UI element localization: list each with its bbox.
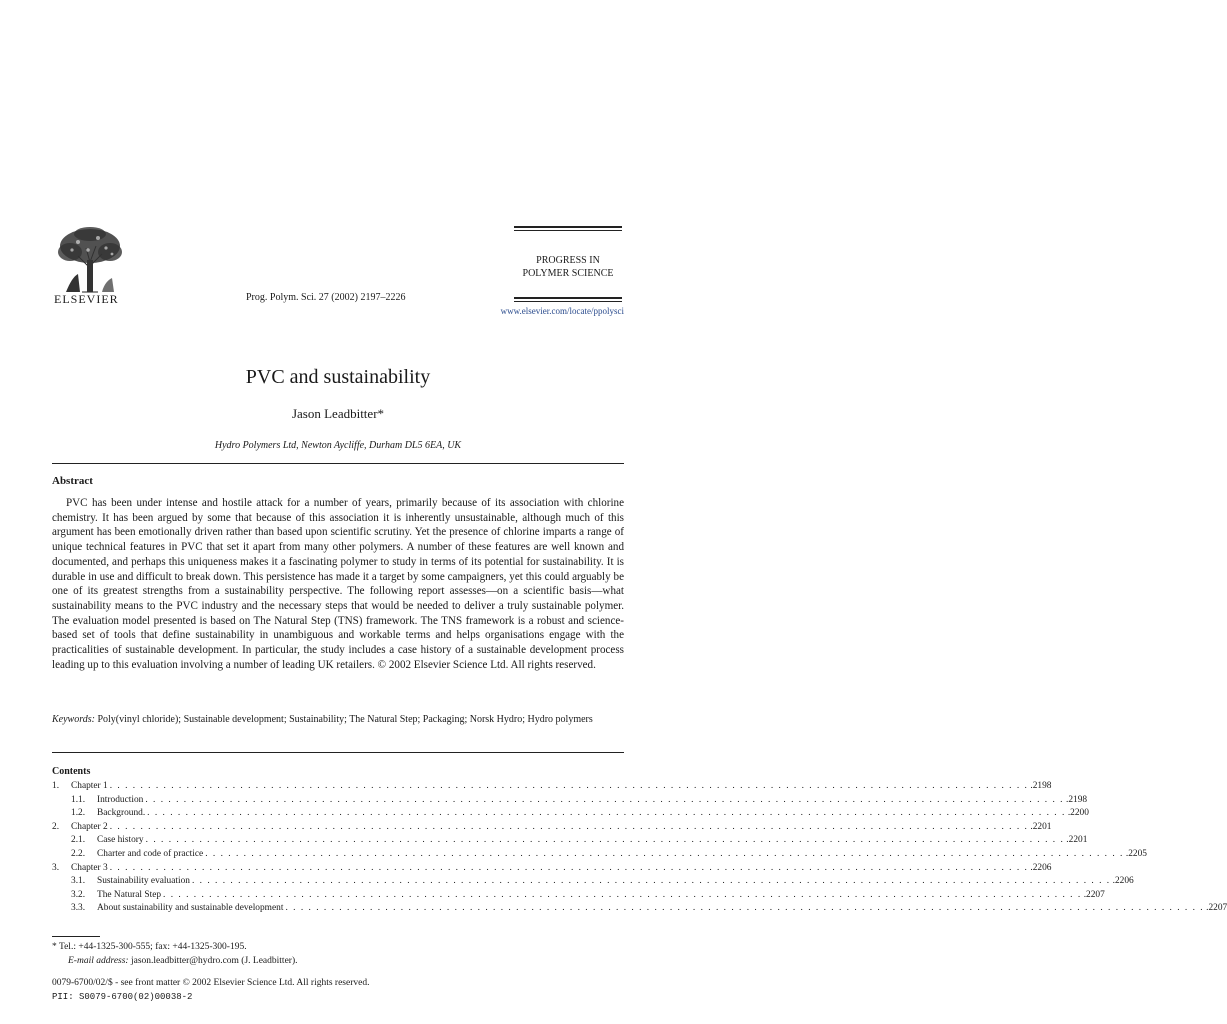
toc-leader-dots: . . . . . . . . . . . . . . . . . . . . . . . . . . . . . . . . . . . . . . . . . . . . . . . . . . . . . . . . . . . . . . . . . . . . . . . . . . . . . . . . . . . . . . . . . . . . . . . . . . . . . . . . . . . . . . . . . . . . . . . . <box>109 821 1029 832</box>
toc-entry[interactable] <box>52 875 1134 889</box>
footnote-email-label: E-mail address: <box>68 955 129 966</box>
toc-leader-dots: . . . . . . . . . . . . . . . . . . . . . . . . . . . . . . . . . . . . . . . . . . . . . . . . . . . . . . . . . . . . . . . . . . . . . . . . . . . . . . . . . . . . . . . . . . . . . . . . . . . . . . . . . . . . . . . . . . . . . . . . <box>191 876 1111 887</box>
journal-url-link[interactable]: www.elsevier.com/locate/ppolysci <box>500 306 624 316</box>
abstract-body: PVC has been under intense and hostile attack for a number of years, primarily because of its association with chlorine chemistry. It has been argued by some that because of this association it is inherently unsustainable, although much of this argument has been emotionally driven rather than based upon scientific scrutiny. Yet the presence of chlorine imparts a range of unique technical features in PVC that set it apart from many other polymers. A number of these features are well known and documented, and perhaps this uniqueness makes it a fascinating polymer to study in terms of its potential for sustainability. It is durable in use and difficult to break down. This persistence has made it a target by some campaigners, yet this could arguably be one of its greatest strengths from a sustainability perspective. The following report assesses—on a scientific basis—what sustainability means to the PVC industry and the necessary steps that would be needed to deliver a truly sustainable polymer. The evaluation model presented is based on The Natural Step (TNS) framework. The TNS framework is a robust and science-based set of tools that define sustainability in unambiguous and workable terms and helps organisations engage with the practicalities of sustainable development. In particular, the study includes a case history of a sustainable development process leading up to this evaluation involving a number of leading UK retailers. © 2002 Elsevier Science Ltd. All rights reserved. <box>52 497 624 671</box>
toc-leader-dots: . . . . . . . . . . . . . . . . . . . . . . . . . . . . . . . . . . . . . . . . . . . . . . . . . . . . . . . . . . . . . . . . . . . . . . . . . . . . . . . . . . . . . . . . . . . . . . . . . . . . . . . . . . . . . . . . . . . . . . . . <box>109 781 1029 791</box>
toc-leader-dots: . . . . . . . . . . . . . . . . . . . . . . . . . . . . . . . . . . . . . . . . . . . . . . . . . . . . . . . . . . . . . . . . . . . . . . . . . . . . . . . . . . . . . . . . . . . . . . . . . . . . . . . . . . . . . . . . . . . . . . . . <box>163 889 1082 900</box>
toc-entry-title: About sustainability and sustainable development <box>97 903 284 914</box>
front-matter-copyright: 0079-6700/02/$ - see front matter © 2002 Elsevier Science Ltd. All rights reserved. <box>52 978 370 988</box>
keywords <box>52 713 624 727</box>
journal-rule-top <box>514 226 622 228</box>
keywords-list: Poly(vinyl chloride); Sustainable development; Sustainability; The Natural Step; Packaging; Norsk Hydro; Hydro polymers <box>97 714 593 725</box>
front-matter <box>52 977 369 1004</box>
elsevier-tree-logo-icon <box>52 226 128 296</box>
journal-rule-bottom <box>514 297 622 299</box>
toc-entry[interactable] <box>52 848 1147 862</box>
toc-entry-page: .2207 <box>1206 903 1227 914</box>
toc-entry-title: Chapter 2 <box>71 821 108 832</box>
toc-entry-number: 1. <box>52 781 60 791</box>
toc-entry-number: 2. <box>52 821 60 832</box>
table-of-contents <box>52 780 1227 916</box>
contents-heading: Contents <box>52 766 91 777</box>
toc-entry[interactable] <box>52 889 1105 903</box>
keywords-label: Keywords: <box>52 714 95 725</box>
footnote-rule <box>52 936 100 937</box>
footnote-email <box>52 955 624 969</box>
toc-entry-title: The Natural Step <box>97 889 162 900</box>
toc-entry[interactable] <box>52 862 1052 876</box>
toc-leader-dots: . . . . . . . . . . . . . . . . . . . . . . . . . . . . . . . . . . . . . . . . . . . . . . . . . . . . . . . . . . . . . . . . . . . . . . . . . . . . . . . . . . . . . . . . . . . . . . . . . . . . . . . . . . . . . . . . . . . . . . . . <box>145 835 1065 846</box>
toc-entry-title: Chapter 3 <box>71 862 108 873</box>
toc-leader-dots: . . . . . . . . . . . . . . . . . . . . . . . . . . . . . . . . . . . . . . . . . . . . . . . . . . . . . . . . . . . . . . . . . . . . . . . . . . . . . . . . . . . . . . . . . . . . . . . . . . . . . . . . . . . . . . . . . . . . . . . . <box>109 862 1029 873</box>
toc-entry-number: 3.3. <box>71 903 86 914</box>
journal-rule-top-thin <box>514 230 622 231</box>
article-title: PVC and sustainability <box>245 366 431 388</box>
toc-entry-page: .2206 <box>1030 862 1052 873</box>
toc-entry-page: .2207 <box>1083 889 1105 900</box>
toc-entry[interactable] <box>52 821 1052 835</box>
article-author: Jason Leadbitter* <box>291 406 385 421</box>
toc-leader-dots: . . . . . . . . . . . . . . . . . . . . . . . . . . . . . . . . . . . . . . . . . . . . . . . . . . . . . . . . . . . . . . . . . . . . . . . . . . . . . . . . . . . . . . . . . . . . . . . . . . . . . . . . . . . . . . . . . . . . . . . . <box>147 808 1066 819</box>
author-affiliation: Hydro Polymers Ltd, Newton Aycliffe, Durham DL5 6EA, UK <box>214 440 462 451</box>
toc-entry-number: 2.1. <box>71 835 86 846</box>
journal-name-line-2: POLYMER SCIENCE <box>522 268 614 279</box>
toc-leader-dots: . . . . . . . . . . . . . . . . . . . . . . . . . . . . . . . . . . . . . . . . . . . . . . . . . . . . . . . . . . . . . . . . . . . . . . . . . . . . . . . . . . . . . . . . . . . . . . . . . . . . . . . . . . . . . . . . . . . . . . . . <box>205 848 1124 859</box>
toc-entry-title: Introduction <box>97 794 144 805</box>
front-matter-pii: PII: S0079-6700(02)00038-2 <box>52 991 193 1002</box>
toc-entry[interactable] <box>52 807 1089 821</box>
abstract-heading: Abstract <box>52 475 93 487</box>
toc-entry-title: Charter and code of practice <box>97 848 204 859</box>
abstract-rule-top <box>52 463 624 464</box>
journal-rule-bottom-thin <box>514 301 622 302</box>
footnote-tel-fax: * Tel.: +44-1325-300-555; fax: +44-1325-300-195. <box>52 942 247 952</box>
toc-entry-number: 3. <box>52 862 60 873</box>
toc-entry-page: .2201 <box>1030 821 1052 832</box>
footnote-email-address[interactable]: jason.leadbitter@hydro.com (J. Leadbitter). <box>130 955 298 966</box>
toc-entry-number: 3.2. <box>71 889 86 900</box>
toc-entry-title: Sustainability evaluation <box>97 876 190 887</box>
toc-entry-number: 3.1. <box>71 876 86 887</box>
toc-entry-title: Chapter 1 <box>71 781 108 791</box>
toc-entry-page: .2205 <box>1125 848 1147 859</box>
toc-entry-number: 1.1. <box>71 794 86 805</box>
toc-entry-title: Case history <box>97 835 144 846</box>
toc-entry-number: 2.2. <box>71 848 86 859</box>
toc-entry-number: 1.2. <box>71 808 86 819</box>
toc-entry[interactable] <box>52 780 1052 794</box>
toc-entry[interactable] <box>52 794 1088 808</box>
toc-leader-dots: . . . . . . . . . . . . . . . . . . . . . . . . . . . . . . . . . . . . . . . . . . . . . . . . . . . . . . . . . . . . . . . . . . . . . . . . . . . . . . . . . . . . . . . . . . . . . . . . . . . . . . . . . . . . . . . . . . . . . . . . <box>145 794 1065 805</box>
toc-entry-page: .2206 <box>1112 876 1134 887</box>
journal-name <box>508 254 628 280</box>
toc-entry-title: Background. <box>97 808 146 819</box>
author-footnote <box>52 941 624 968</box>
toc-entry[interactable] <box>52 902 1227 916</box>
toc-entry[interactable] <box>52 834 1088 848</box>
toc-entry-page: .2200 <box>1067 808 1089 819</box>
toc-entry-page: .2198 <box>1030 781 1052 791</box>
toc-entry-page: .2201 <box>1066 835 1088 846</box>
publisher-name: ELSEVIER <box>54 292 119 306</box>
abstract-rule-bottom <box>52 752 624 753</box>
toc-leader-dots: . . . . . . . . . . . . . . . . . . . . . . . . . . . . . . . . . . . . . . . . . . . . . . . . . . . . . . . . . . . . . . . . . . . . . . . . . . . . . . . . . . . . . . . . . . . . . . . . . . . . . . . . . . . . . . . . . . . . . . . . <box>285 903 1205 914</box>
toc-entry-page: .2198 <box>1066 794 1088 805</box>
journal-name-line-1: PROGRESS IN <box>536 255 600 266</box>
journal-citation: Prog. Polym. Sci. 27 (2002) 2197–2226 <box>246 292 406 303</box>
